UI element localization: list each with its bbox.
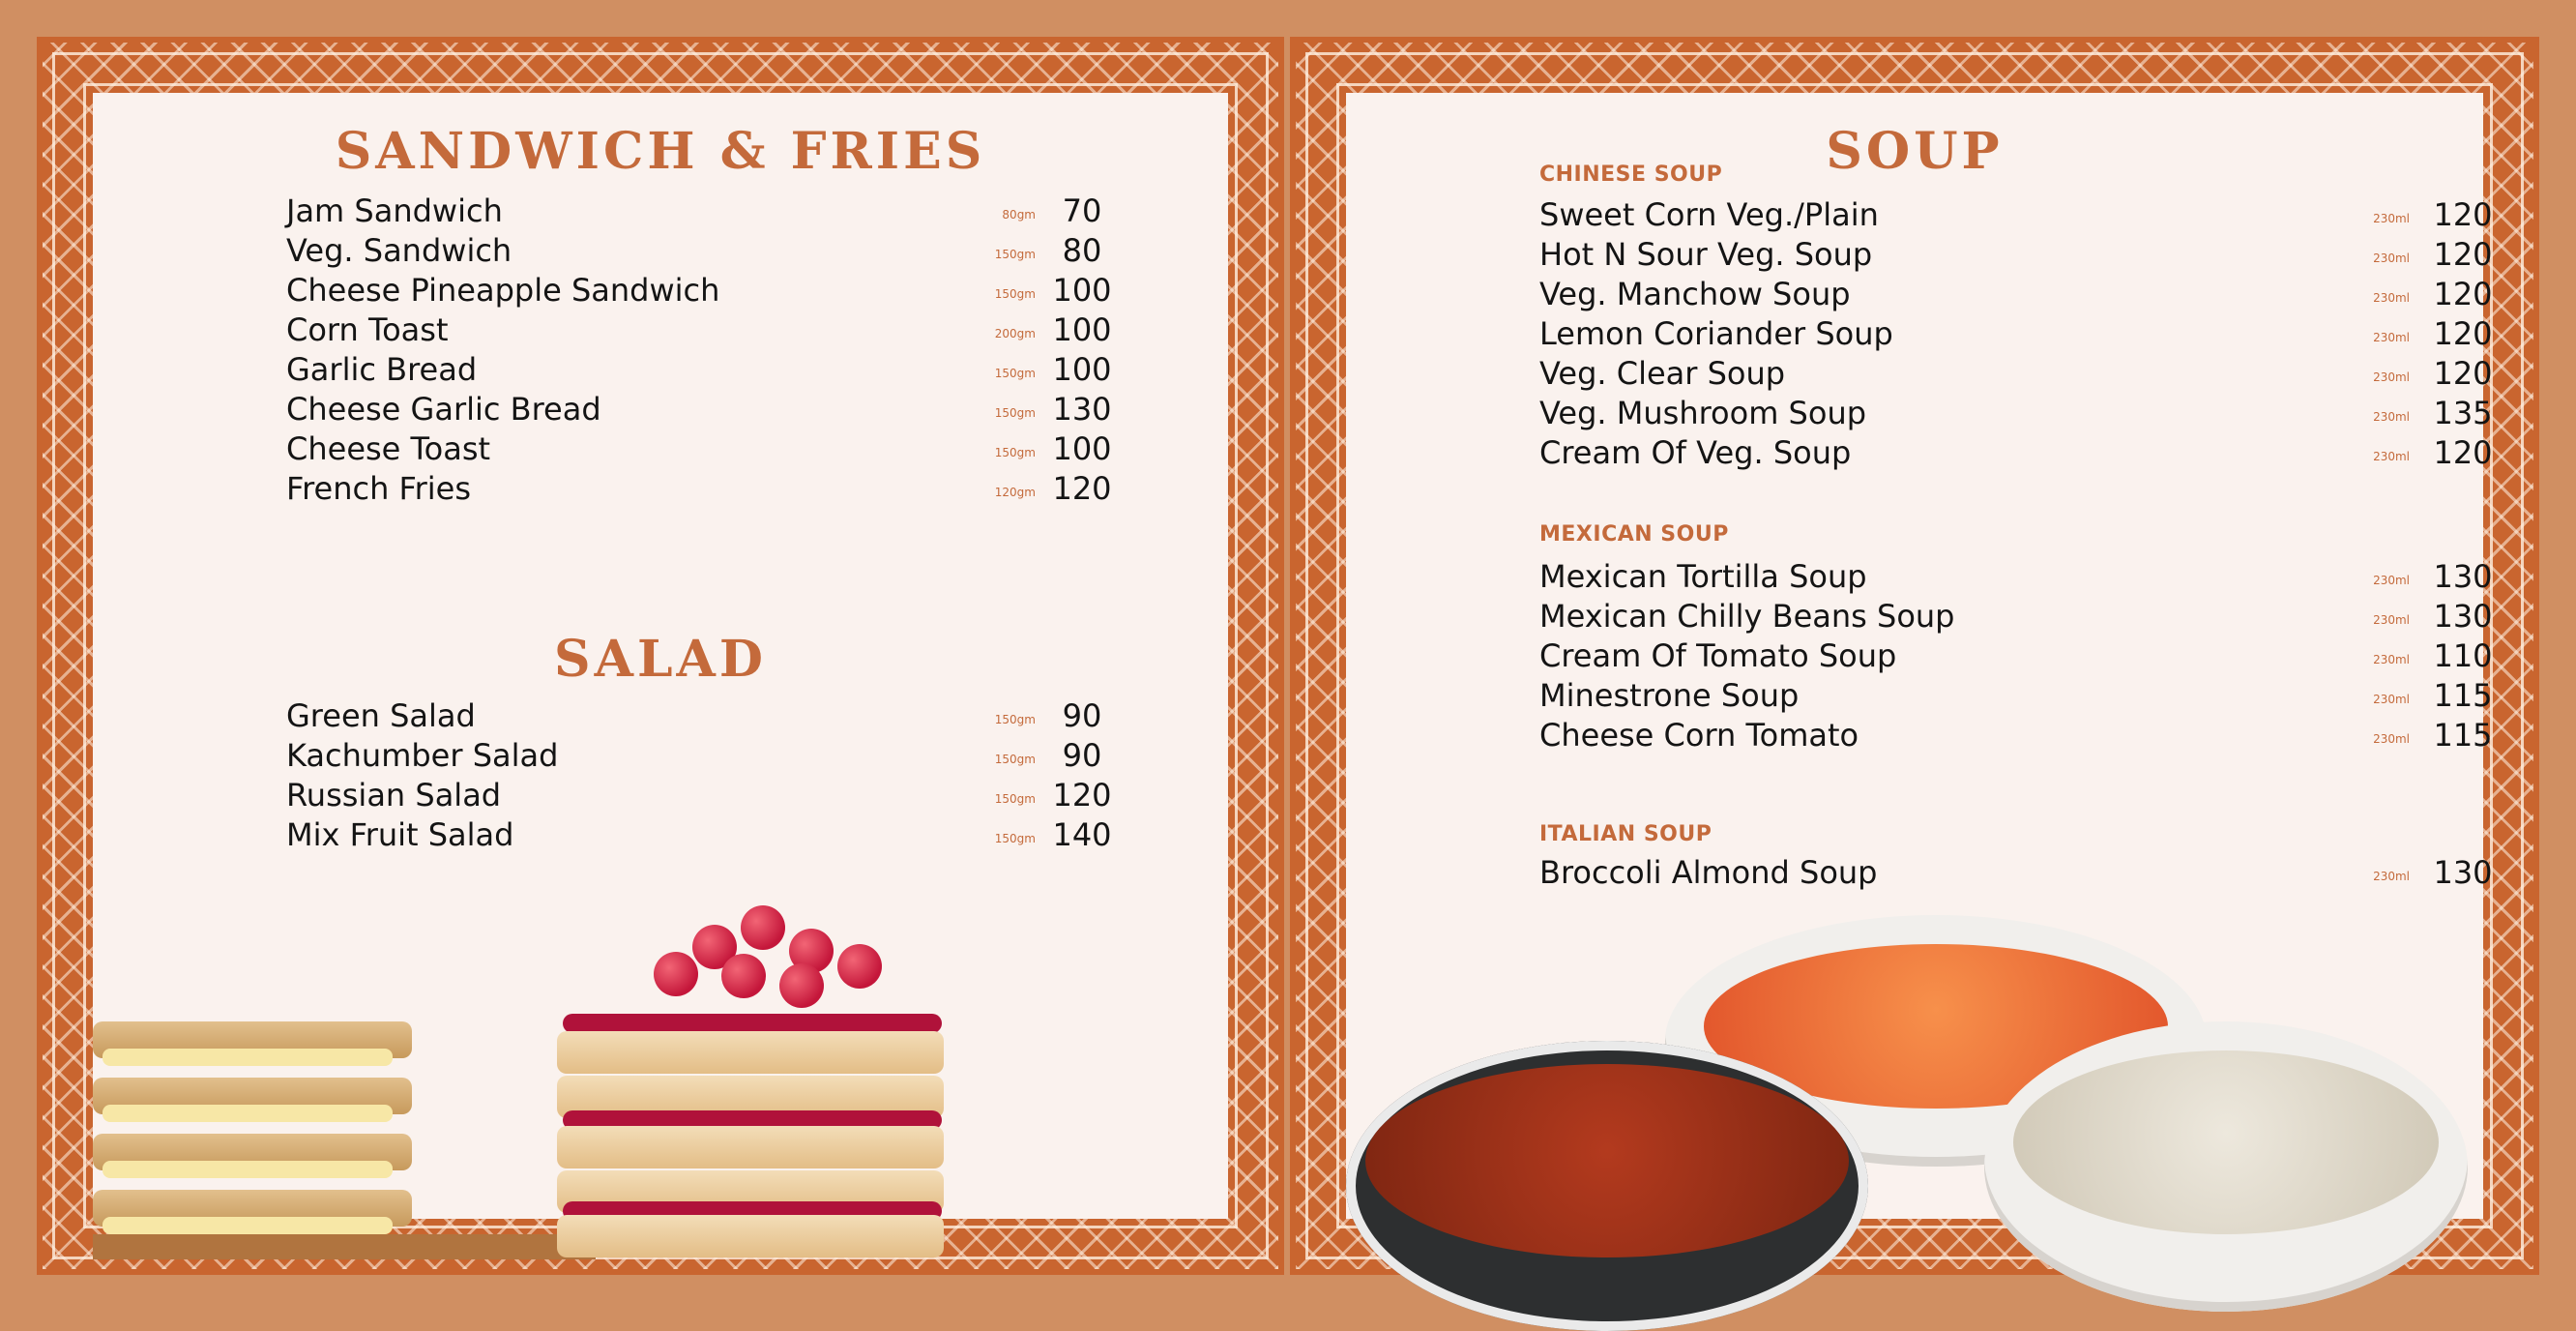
menu-item-row [286, 231, 1253, 271]
italian-soup-heading: ITALIAN SOUP [1539, 822, 1712, 846]
grilled-sandwich-image [93, 1021, 441, 1252]
menu-item-name: Garlic Bread [286, 351, 478, 388]
menu-item-price: 100 [1052, 430, 1112, 467]
menu-item-quantity: 150gm [994, 406, 1036, 420]
sandwich-section-title: SANDWICH & FRIES [335, 122, 986, 181]
menu-item-quantity: 230ml [2373, 291, 2410, 305]
menu-item-row [1539, 636, 2506, 676]
menu-item-row [1539, 716, 2506, 755]
menu-item-name: Minestrone Soup [1539, 677, 1800, 714]
menu-item-row [286, 469, 1253, 509]
chinese-soup-heading: CHINESE SOUP [1539, 163, 1723, 187]
menu-item-row [286, 271, 1253, 311]
menu-item-name: Corn Toast [286, 311, 449, 348]
menu-item-name: Mix Fruit Salad [286, 816, 514, 853]
menu-item-price: 130 [2433, 854, 2493, 891]
menu-item-price: 130 [2433, 598, 2493, 635]
menu-item-price: 90 [1062, 697, 1102, 734]
menu-item-price: 120 [2433, 355, 2493, 392]
sandwich-menu-list [286, 192, 1253, 509]
menu-item-quantity: 230ml [2373, 613, 2410, 627]
menu-item-name: Mexican Chilly Beans Soup [1539, 598, 1955, 635]
menu-item-name: Kachumber Salad [286, 737, 559, 774]
menu-item-price: 120 [1052, 470, 1112, 507]
menu-item-name: Russian Salad [286, 777, 502, 813]
menu-item-quantity: 150gm [994, 367, 1036, 380]
menu-item-quantity: 230ml [2373, 870, 2410, 883]
menu-item-row [1539, 597, 2506, 636]
menu-item-quantity: 230ml [2373, 410, 2410, 424]
menu-item-quantity: 120gm [994, 486, 1036, 499]
mexican-soup-list [1539, 557, 2506, 755]
menu-item-quantity: 150gm [994, 248, 1036, 261]
menu-item-name: Veg. Sandwich [286, 232, 512, 269]
menu-item-name: Cheese Garlic Bread [286, 391, 601, 428]
menu-item-price: 100 [1052, 311, 1112, 348]
menu-item-quantity: 150gm [994, 753, 1036, 766]
menu-item-name: Veg. Manchow Soup [1539, 276, 1851, 312]
menu-item-quantity: 230ml [2373, 370, 2410, 384]
menu-item-row [286, 311, 1253, 350]
menu-item-name: French Fries [286, 470, 472, 507]
menu-item-row [1539, 314, 2506, 354]
menu-item-price: 120 [1052, 777, 1112, 813]
menu-item-price: 110 [2433, 637, 2493, 674]
menu-item-row [286, 192, 1253, 231]
italian-soup-list [1539, 853, 2506, 893]
menu-item-quantity: 80gm [1002, 208, 1036, 222]
salad-menu-list [286, 696, 1253, 855]
menu-item-row [1539, 394, 2506, 433]
right-menu-page [1290, 37, 2539, 1275]
menu-item-price: 120 [2433, 315, 2493, 352]
menu-item-name: Hot N Sour Veg. Soup [1539, 236, 1873, 273]
menu-item-quantity: 150gm [994, 713, 1036, 726]
menu-item-quantity: 230ml [2373, 732, 2410, 746]
menu-item-name: Veg. Clear Soup [1539, 355, 1786, 392]
menu-item-row [1539, 676, 2506, 716]
menu-item-row [286, 390, 1253, 429]
menu-item-row [286, 776, 1253, 815]
menu-item-name: Jam Sandwich [286, 192, 503, 229]
menu-item-price: 135 [2433, 395, 2493, 431]
menu-item-quantity: 150gm [994, 287, 1036, 301]
menu-item-name: Cheese Toast [286, 430, 491, 467]
chinese-soup-list [1539, 195, 2506, 473]
menu-item-name: Veg. Mushroom Soup [1539, 395, 1867, 431]
veg-soup-bowl-image [1984, 1021, 2468, 1312]
menu-item-price: 115 [2433, 717, 2493, 754]
menu-item-name: Sweet Corn Veg./Plain [1539, 196, 1879, 233]
salad-section-title: SALAD [554, 630, 767, 689]
menu-item-name: Broccoli Almond Soup [1539, 854, 1878, 891]
menu-item-row [1539, 354, 2506, 394]
menu-item-price: 70 [1062, 192, 1102, 229]
menu-item-row [1539, 853, 2506, 893]
menu-item-row [1539, 433, 2506, 473]
menu-item-name: Green Salad [286, 697, 476, 734]
menu-item-quantity: 150gm [994, 792, 1036, 806]
menu-item-row [286, 350, 1253, 390]
menu-item-name: Cream Of Veg. Soup [1539, 434, 1852, 471]
menu-item-quantity: 230ml [2373, 331, 2410, 344]
menu-item-quantity: 230ml [2373, 653, 2410, 666]
left-menu-panel [93, 93, 1228, 1219]
menu-item-name: Cheese Pineapple Sandwich [286, 272, 720, 309]
menu-item-name: Cheese Corn Tomato [1539, 717, 1859, 754]
menu-item-name: Mexican Tortilla Soup [1539, 558, 1867, 595]
menu-item-row [286, 815, 1253, 855]
right-menu-panel [1346, 93, 2493, 1219]
menu-item-price: 130 [1052, 391, 1112, 428]
menu-item-name: Cream Of Tomato Soup [1539, 637, 1897, 674]
left-menu-page [37, 37, 1284, 1275]
menu-item-row [286, 429, 1253, 469]
menu-item-row [286, 696, 1253, 736]
menu-item-price: 90 [1062, 737, 1102, 774]
cutting-board-image [93, 1234, 596, 1259]
menu-item-price: 100 [1052, 351, 1112, 388]
bean-soup-bowl-image [1346, 1041, 1868, 1331]
menu-item-quantity: 230ml [2373, 574, 2410, 587]
menu-item-quantity: 230ml [2373, 693, 2410, 706]
menu-item-quantity: 200gm [994, 327, 1036, 340]
menu-item-name: Lemon Coriander Soup [1539, 315, 1893, 352]
jam-sandwich-stack-image [557, 905, 963, 1254]
mexican-soup-heading: MEXICAN SOUP [1539, 522, 1729, 547]
menu-item-price: 120 [2433, 434, 2493, 471]
menu-item-row [286, 736, 1253, 776]
menu-item-quantity: 230ml [2373, 251, 2410, 265]
menu-item-price: 100 [1052, 272, 1112, 309]
menu-item-row [1539, 195, 2506, 235]
menu-item-quantity: 230ml [2373, 450, 2410, 463]
menu-item-price: 140 [1052, 816, 1112, 853]
menu-item-price: 130 [2433, 558, 2493, 595]
menu-item-row [1539, 235, 2506, 275]
menu-item-price: 80 [1062, 232, 1102, 269]
menu-item-row [1539, 557, 2506, 597]
menu-item-price: 115 [2433, 677, 2493, 714]
menu-item-price: 120 [2433, 276, 2493, 312]
soup-section-title: SOUP [1826, 122, 2004, 181]
menu-item-quantity: 150gm [994, 832, 1036, 845]
menu-item-quantity: 150gm [994, 446, 1036, 459]
menu-item-row [1539, 275, 2506, 314]
menu-item-quantity: 230ml [2373, 212, 2410, 225]
menu-item-price: 120 [2433, 236, 2493, 273]
menu-item-price: 120 [2433, 196, 2493, 233]
